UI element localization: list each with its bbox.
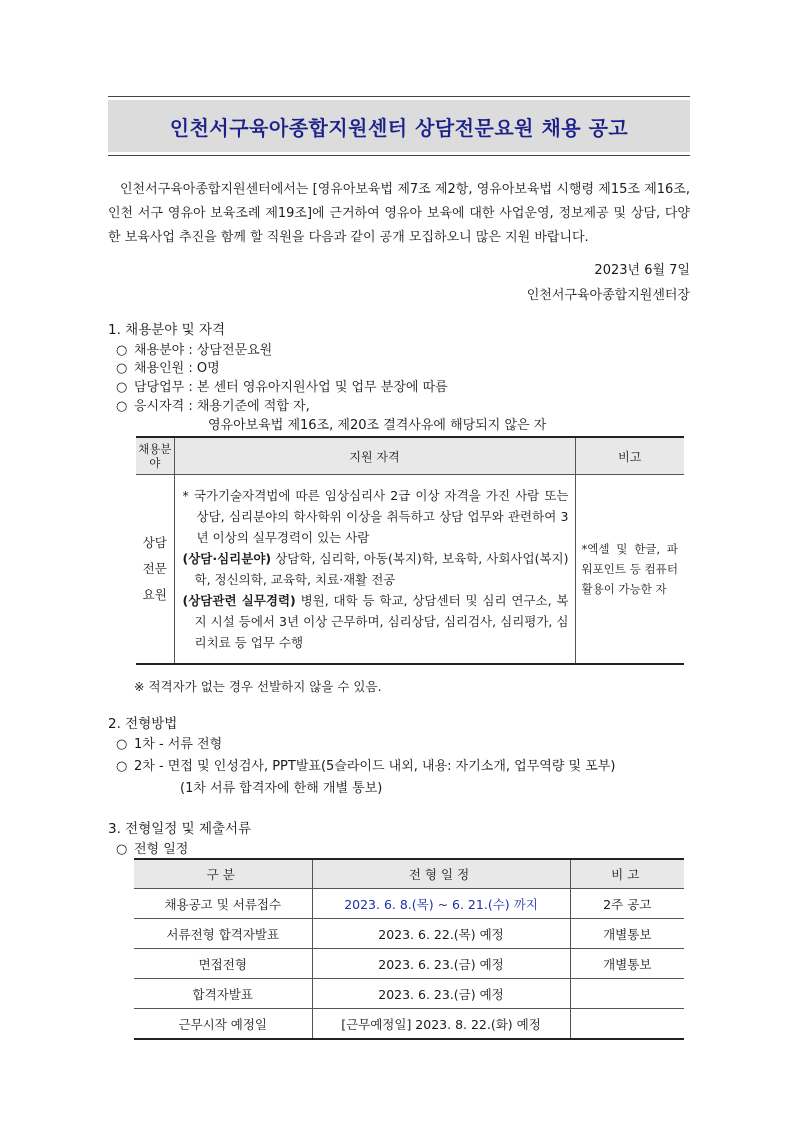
notice-date: 2023년 6월 7일 bbox=[594, 263, 690, 278]
title-block bbox=[108, 96, 690, 156]
schedule-date: 2023. 6. 23.(금) 예정 bbox=[312, 949, 570, 979]
qualification-field: (상담·심리분야) 상담학, 심리학, 아동(복지)학, 보육학, 사회사업(복지)학, 정신의학, 교육학, 치료·재활 전공 bbox=[182, 551, 569, 587]
schedule-note bbox=[570, 1009, 684, 1040]
page-title: 인천서구육아종합지원센터 상담전문요원 채용 공고 bbox=[108, 100, 690, 152]
table-row bbox=[134, 949, 684, 979]
schedule-category: 채용공고 및 서류접수 bbox=[134, 889, 312, 919]
table-row bbox=[134, 1009, 684, 1040]
schedule-category: 근무시작 예정일 bbox=[134, 1009, 312, 1040]
table-row bbox=[134, 889, 684, 919]
table-header-qualification: 지원 자격 bbox=[174, 437, 575, 475]
section1-heading: 1. 채용분야 및 자격 bbox=[108, 322, 226, 338]
table-header-field: 채용분야 bbox=[136, 437, 174, 475]
section2-item: ○ 2차 - 면접 및 인성검사, PPT발표(5슬라이드 내외, 내용: 자기소개, 업무역량 및 포부) bbox=[116, 759, 616, 774]
schedule-note: 2주 공고 bbox=[570, 889, 684, 919]
qualification-cell bbox=[174, 475, 575, 665]
schedule-table bbox=[134, 858, 684, 1040]
schedule-note: 개별통보 bbox=[570, 949, 684, 979]
section2-item-continued: (1차 서류 합격자에 한해 개별 통보) bbox=[180, 781, 383, 796]
schedule-date: [근무예정일] 2023. 8. 22.(화) 예정 bbox=[312, 1009, 570, 1040]
note-cell: *엑셀 및 한글, 파워포인트 등 컴퓨터 활용이 가능한 자 bbox=[575, 475, 684, 665]
section3-heading: 3. 전형일정 및 제출서류 bbox=[108, 821, 252, 837]
section3-subheading: ○ 전형 일정 bbox=[116, 842, 189, 857]
section1-item: ○ 채용인원 : O명 bbox=[116, 361, 220, 376]
schedule-header-note: 비고 bbox=[570, 859, 684, 889]
section2-heading: 2. 전형방법 bbox=[108, 716, 178, 732]
table-row bbox=[134, 919, 684, 949]
qualification-table bbox=[136, 436, 684, 665]
section2-item: ○ 1차 - 서류 전형 bbox=[116, 737, 223, 752]
section1-item: ○ 담당업무 : 본 센터 영유아지원사업 및 업무 분장에 따름 bbox=[116, 380, 448, 395]
schedule-date: 2023. 6. 8.(목) ~ 6. 21.(수) 까지 bbox=[312, 889, 570, 919]
schedule-note bbox=[570, 979, 684, 1009]
section1-item-continued: 영유아보육법 제16조, 제20조 결격사유에 해당되지 않은 자 bbox=[208, 418, 547, 433]
bullet: ○ bbox=[116, 343, 128, 358]
schedule-category: 서류전형 합격자발표 bbox=[134, 919, 312, 949]
table-row bbox=[134, 979, 684, 1009]
table-header-note: 비고 bbox=[575, 437, 684, 475]
qualification-experience: (상담관련 실무경력) 병원, 대학 등 학교, 상담센터 및 심리 연구소, 복지 시설 등에서 3년 이상 근무하며, 심리상담, 심리검사, 심리평가, 심리치료 등 업무 수행 bbox=[182, 593, 569, 650]
section1-footnote: ※ 적격자가 없는 경우 선발하지 않을 수 있음. bbox=[134, 679, 382, 694]
bullet: ○ bbox=[116, 759, 128, 774]
notice-signer: 인천서구육아종합지원센터장 bbox=[526, 288, 690, 303]
qualification-main: * 국가기술자격법에 따른 임상심리사 2급 이상 자격을 가진 사람 또는 상담, 심리분야의 학사학위 이상을 취득하고 상담 업무와 관련하여 3년 이상의 실무경력이 있는 사람 bbox=[182, 488, 569, 545]
bullet: ○ bbox=[116, 399, 128, 414]
schedule-header-schedule: 전형일정 bbox=[312, 859, 570, 889]
bullet: ○ bbox=[116, 380, 128, 395]
field-cell: 상담전문요원 bbox=[136, 475, 174, 665]
bullet: ○ bbox=[116, 842, 128, 857]
bullet: ○ bbox=[116, 361, 128, 376]
schedule-date: 2023. 6. 23.(금) 예정 bbox=[312, 979, 570, 1009]
bullet: ○ bbox=[116, 737, 128, 752]
section1-item: ○ 채용분야 : 상담전문요원 bbox=[116, 343, 273, 358]
title-bottom-rule bbox=[108, 155, 690, 156]
schedule-header-category: 구분 bbox=[134, 859, 312, 889]
schedule-note: 개별통보 bbox=[570, 919, 684, 949]
section1-item: ○ 응시자격 : 채용기준에 적합 자, bbox=[116, 399, 310, 414]
schedule-date: 2023. 6. 22.(목) 예정 bbox=[312, 919, 570, 949]
schedule-category: 면접전형 bbox=[134, 949, 312, 979]
title-top-rule bbox=[108, 96, 690, 97]
intro-paragraph: 인천서구육아종합지원센터에서는 [영유아보육법 제7조 제2항, 영유아보육법 시행령 제15조 제16조, 인천 서구 영유아 보육조례 제19조]에 근거하여 영유아 보육에 대한 사업운영, 정보제공 및 상담, 다양한 보육사업 추진을 함께 할 직원을 다음과 같이 공개 모집하오니 많은 지원 바랍니다. bbox=[108, 182, 690, 245]
schedule-category: 합격자발표 bbox=[134, 979, 312, 1009]
